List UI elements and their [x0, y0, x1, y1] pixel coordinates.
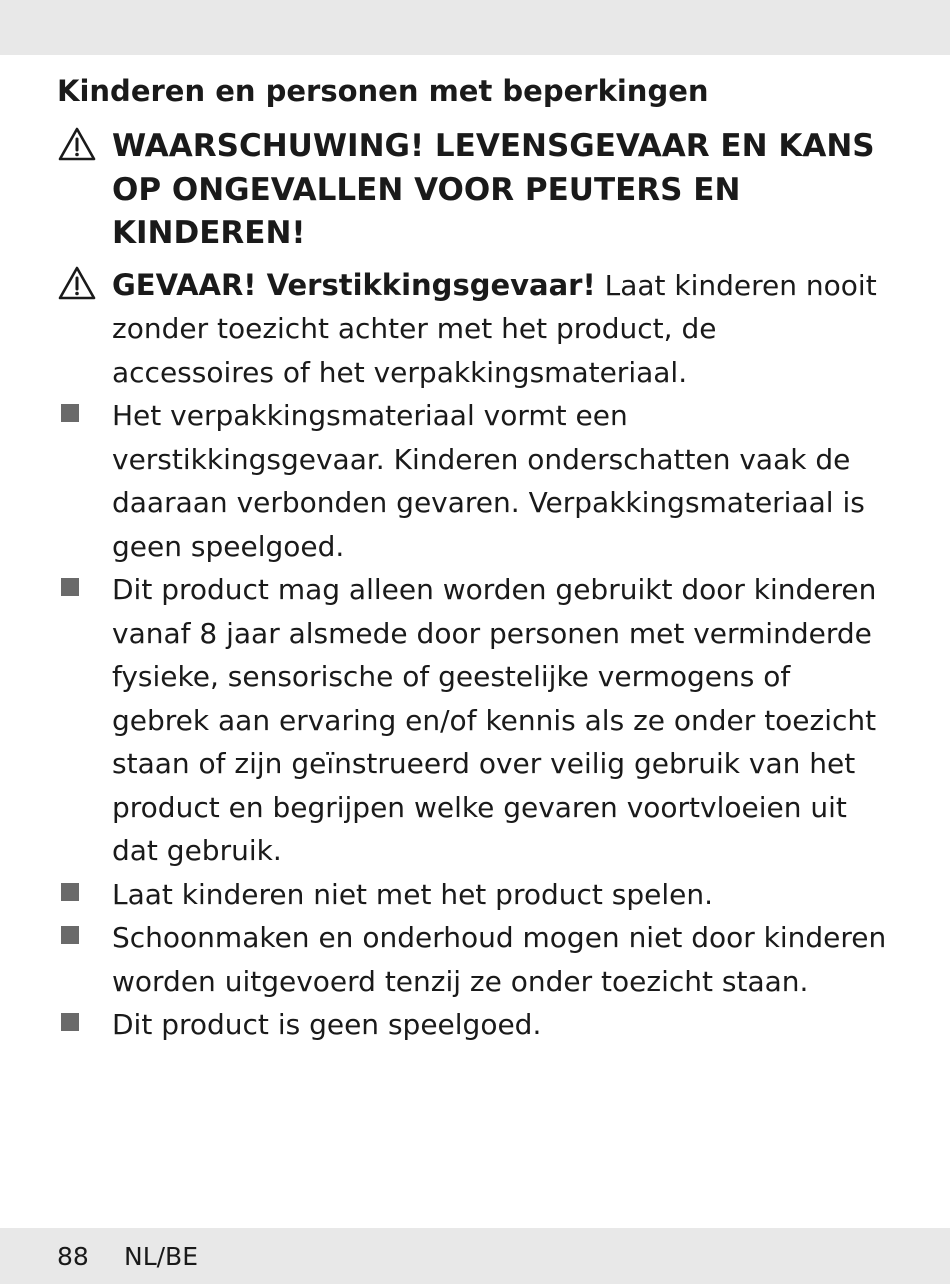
bullet-square-icon	[61, 926, 79, 944]
warning-notice	[57, 125, 887, 256]
warning-triangle-icon	[57, 265, 97, 301]
bullet-square-icon	[61, 578, 79, 596]
list-item-text: Dit product is geen speelgoed.	[112, 1008, 542, 1041]
danger-notice	[57, 264, 887, 395]
list-item	[57, 568, 887, 873]
page-number: 88	[57, 1242, 89, 1271]
bullet-square-icon	[61, 404, 79, 422]
list-item-text: Dit product mag alleen worden gebruikt door kinderen vanaf 8 jaar alsmede door personen met verminderde fysieke, sensorische of geestelijke vermogens of gebrek aan ervaring en/of kennis als ze onder toezicht staan of zijn geïnstrueerd over veilig gebruik van het product en begrijpen welke gevaren voortvloeien uit dat gebruik.	[112, 573, 877, 867]
danger-label: GEVAAR! Verstikkingsgevaar!	[112, 267, 596, 302]
danger-text: Laat kinderen nooit zonder toezicht achter met het product, de accessoires of het verpakkingsmateriaal.	[112, 268, 877, 389]
section-heading: Kinderen en personen met beperkingen	[57, 74, 709, 108]
warning-text: WAARSCHUWING! LEVENSGEVAAR EN KANS OP ONGEVALLEN VOOR PEUTERS EN KINDEREN!	[112, 128, 875, 251]
warning-triangle-icon	[57, 126, 97, 162]
list-item	[57, 394, 887, 568]
page-content	[57, 69, 887, 1047]
list-item-text: Schoonmaken en onderhoud mogen niet door kinderen worden uitgevoerd tenzij ze onder toezicht staan.	[112, 921, 887, 998]
list-item	[57, 873, 887, 917]
list-item	[57, 916, 887, 1003]
list-item-text: Het verpakkingsmateriaal vormt een verstikkingsgevaar. Kinderen onderschatten vaak de daaraan verbonden gevaren. Verpakkingsmateriaal is geen speelgoed.	[112, 399, 865, 563]
header-band	[0, 0, 950, 55]
list-item-text: Laat kinderen niet met het product spelen.	[112, 877, 714, 911]
bullet-square-icon	[61, 1013, 79, 1031]
list-item	[57, 1003, 887, 1047]
bullet-square-icon	[61, 883, 79, 901]
language-code: NL/BE	[124, 1242, 198, 1271]
